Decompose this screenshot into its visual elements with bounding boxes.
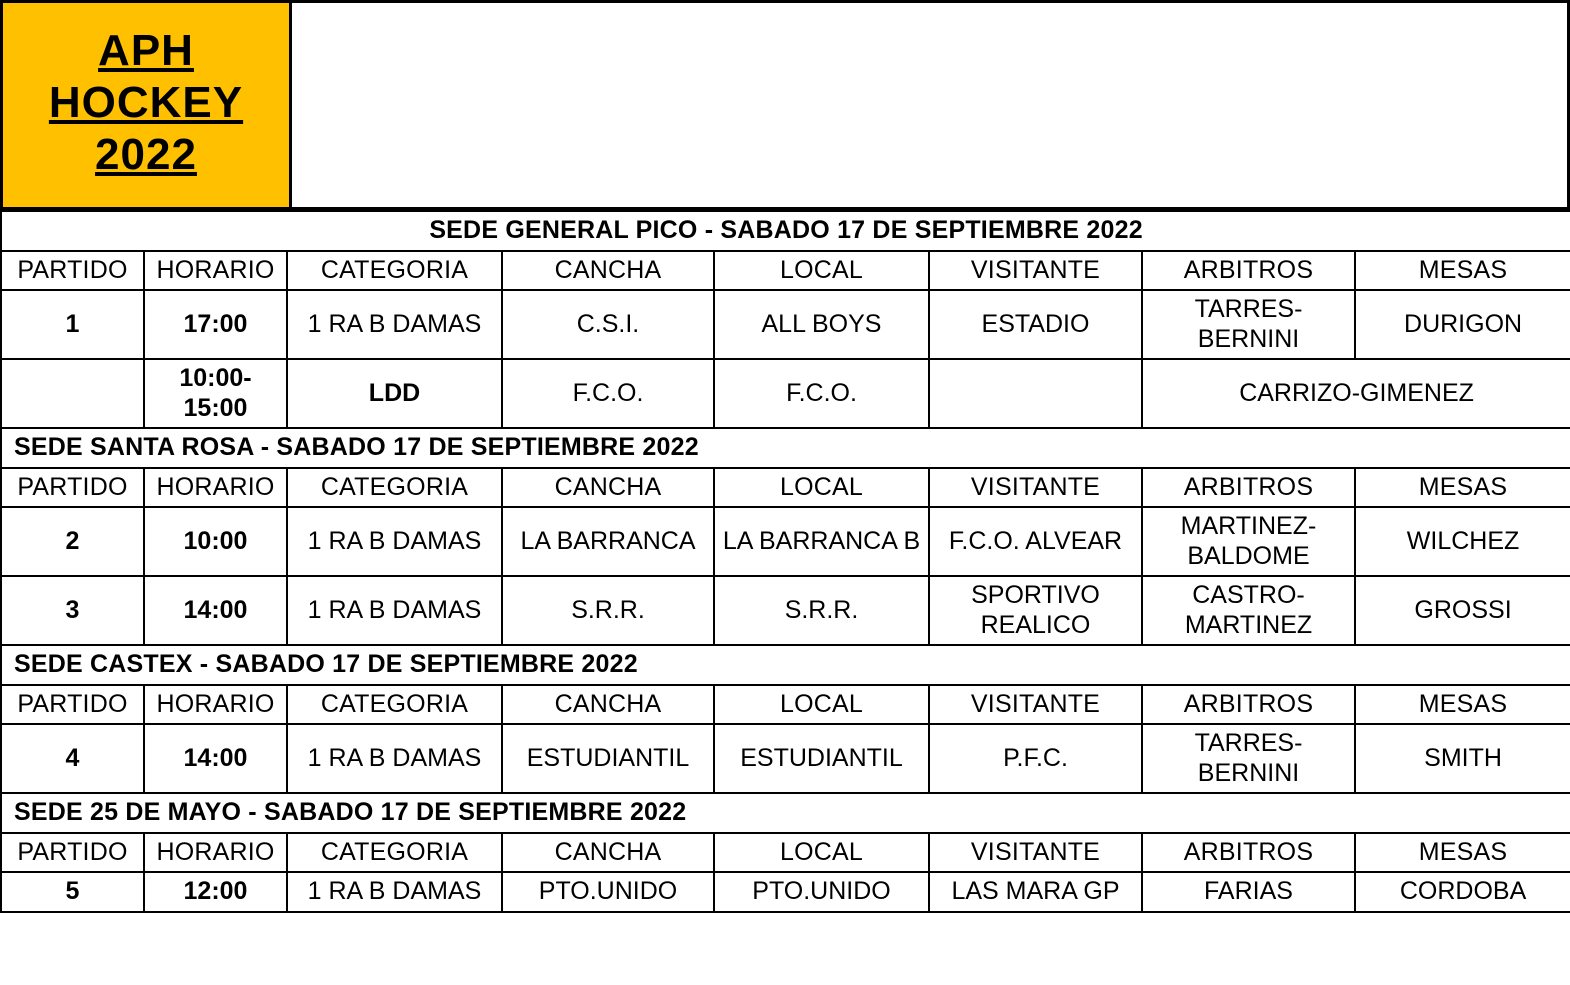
table-row: [1, 290, 1570, 359]
logo-title-block: [0, 0, 292, 210]
col-header-arbitros: ARBITROS: [1142, 833, 1355, 873]
title-line-3: 2022: [95, 129, 197, 179]
cell-categoria: 1 RA B DAMAS: [287, 724, 502, 793]
col-header-local: LOCAL: [714, 833, 929, 873]
cell-cancha: LA BARRANCA: [502, 507, 714, 576]
column-header-row: [1, 685, 1570, 725]
cell-mesas: CORDOBA: [1355, 872, 1570, 912]
col-header-mesas: MESAS: [1355, 833, 1570, 873]
cell-cancha: ESTUDIANTIL: [502, 724, 714, 793]
cell-arbitros: TARRES-BERNINI: [1142, 724, 1355, 793]
venue-title-general-pico: SEDE GENERAL PICO - SABADO 17 DE SEPTIEMBRE 2022: [1, 211, 1570, 251]
col-header-partido: PARTIDO: [1, 833, 144, 873]
cell-categoria: 1 RA B DAMAS: [287, 576, 502, 645]
cell-horario: 12:00: [144, 872, 287, 912]
col-header-local: LOCAL: [714, 468, 929, 508]
column-header-row: [1, 468, 1570, 508]
col-header-categoria: CATEGORIA: [287, 468, 502, 508]
cell-mesas: WILCHEZ: [1355, 507, 1570, 576]
col-header-horario: HORARIO: [144, 833, 287, 873]
col-header-categoria: CATEGORIA: [287, 685, 502, 725]
cell-arbitros-mesas-merged: CARRIZO-GIMENEZ: [1142, 359, 1570, 428]
col-header-horario: HORARIO: [144, 251, 287, 291]
cell-cancha: F.C.O.: [502, 359, 714, 428]
cell-arbitros: FARIAS: [1142, 872, 1355, 912]
col-header-cancha: CANCHA: [502, 833, 714, 873]
cell-mesas: SMITH: [1355, 724, 1570, 793]
cell-partido: 1: [1, 290, 144, 359]
cell-partido: 3: [1, 576, 144, 645]
table-row: [1, 359, 1570, 428]
venue-row: [1, 793, 1570, 833]
cell-visitante: SPORTIVO REALICO: [929, 576, 1142, 645]
venue-row: [1, 211, 1570, 251]
cell-partido: 5: [1, 872, 144, 912]
cell-arbitros: CASTRO-MARTINEZ: [1142, 576, 1355, 645]
cell-partido: [1, 359, 144, 428]
column-header-row: [1, 833, 1570, 873]
cell-arbitros: MARTINEZ-BALDOME: [1142, 507, 1355, 576]
cell-partido: 2: [1, 507, 144, 576]
col-header-visitante: VISITANTE: [929, 468, 1142, 508]
cell-local: LA BARRANCA B: [714, 507, 929, 576]
schedule-table: [0, 210, 1570, 913]
title-row: [0, 0, 1570, 210]
venue-row: [1, 645, 1570, 685]
venue-title-25-de-mayo: SEDE 25 DE MAYO - SABADO 17 DE SEPTIEMBRE 2022: [1, 793, 1570, 833]
cell-mesas: DURIGON: [1355, 290, 1570, 359]
cell-cancha: C.S.I.: [502, 290, 714, 359]
col-header-partido: PARTIDO: [1, 685, 144, 725]
col-header-visitante: VISITANTE: [929, 833, 1142, 873]
cell-cancha: PTO.UNIDO: [502, 872, 714, 912]
cell-visitante: P.F.C.: [929, 724, 1142, 793]
col-header-cancha: CANCHA: [502, 468, 714, 508]
col-header-partido: PARTIDO: [1, 468, 144, 508]
column-header-row: [1, 251, 1570, 291]
col-header-visitante: VISITANTE: [929, 685, 1142, 725]
cell-local: PTO.UNIDO: [714, 872, 929, 912]
title-line-1: APH: [98, 26, 194, 76]
table-row: [1, 872, 1570, 912]
col-header-cancha: CANCHA: [502, 251, 714, 291]
cell-horario: 17:00: [144, 290, 287, 359]
cell-visitante: LAS MARA GP: [929, 872, 1142, 912]
cell-local: F.C.O.: [714, 359, 929, 428]
cell-local: S.R.R.: [714, 576, 929, 645]
col-header-visitante: VISITANTE: [929, 251, 1142, 291]
cell-partido: 4: [1, 724, 144, 793]
title-line-2: HOCKEY: [48, 78, 244, 128]
cell-local: ESTUDIANTIL: [714, 724, 929, 793]
title-blank-area: [292, 0, 1570, 210]
col-header-categoria: CATEGORIA: [287, 833, 502, 873]
cell-categoria: 1 RA B DAMAS: [287, 507, 502, 576]
cell-visitante: ESTADIO: [929, 290, 1142, 359]
col-header-arbitros: ARBITROS: [1142, 468, 1355, 508]
cell-arbitros: TARRES-BERNINI: [1142, 290, 1355, 359]
col-header-mesas: MESAS: [1355, 468, 1570, 508]
cell-mesas: GROSSI: [1355, 576, 1570, 645]
cell-categoria: 1 RA B DAMAS: [287, 872, 502, 912]
col-header-horario: HORARIO: [144, 468, 287, 508]
cell-horario: 10:00: [144, 507, 287, 576]
table-row: [1, 724, 1570, 793]
cell-horario: 14:00: [144, 724, 287, 793]
table-row: [1, 507, 1570, 576]
cell-horario: 10:00-15:00: [144, 359, 287, 428]
cell-visitante: F.C.O. ALVEAR: [929, 507, 1142, 576]
cell-local: ALL BOYS: [714, 290, 929, 359]
col-header-arbitros: ARBITROS: [1142, 251, 1355, 291]
venue-title-santa-rosa: SEDE SANTA ROSA - SABADO 17 DE SEPTIEMBRE 2022: [1, 428, 1570, 468]
cell-categoria: 1 RA B DAMAS: [287, 290, 502, 359]
col-header-partido: PARTIDO: [1, 251, 144, 291]
col-header-cancha: CANCHA: [502, 685, 714, 725]
venue-row: [1, 428, 1570, 468]
venue-title-castex: SEDE CASTEX - SABADO 17 DE SEPTIEMBRE 2022: [1, 645, 1570, 685]
cell-horario: 14:00: [144, 576, 287, 645]
cell-visitante: [929, 359, 1142, 428]
col-header-local: LOCAL: [714, 685, 929, 725]
table-row: [1, 576, 1570, 645]
cell-cancha: S.R.R.: [502, 576, 714, 645]
col-header-horario: HORARIO: [144, 685, 287, 725]
col-header-arbitros: ARBITROS: [1142, 685, 1355, 725]
col-header-local: LOCAL: [714, 251, 929, 291]
cell-categoria: LDD: [287, 359, 502, 428]
col-header-categoria: CATEGORIA: [287, 251, 502, 291]
col-header-mesas: MESAS: [1355, 685, 1570, 725]
col-header-mesas: MESAS: [1355, 251, 1570, 291]
